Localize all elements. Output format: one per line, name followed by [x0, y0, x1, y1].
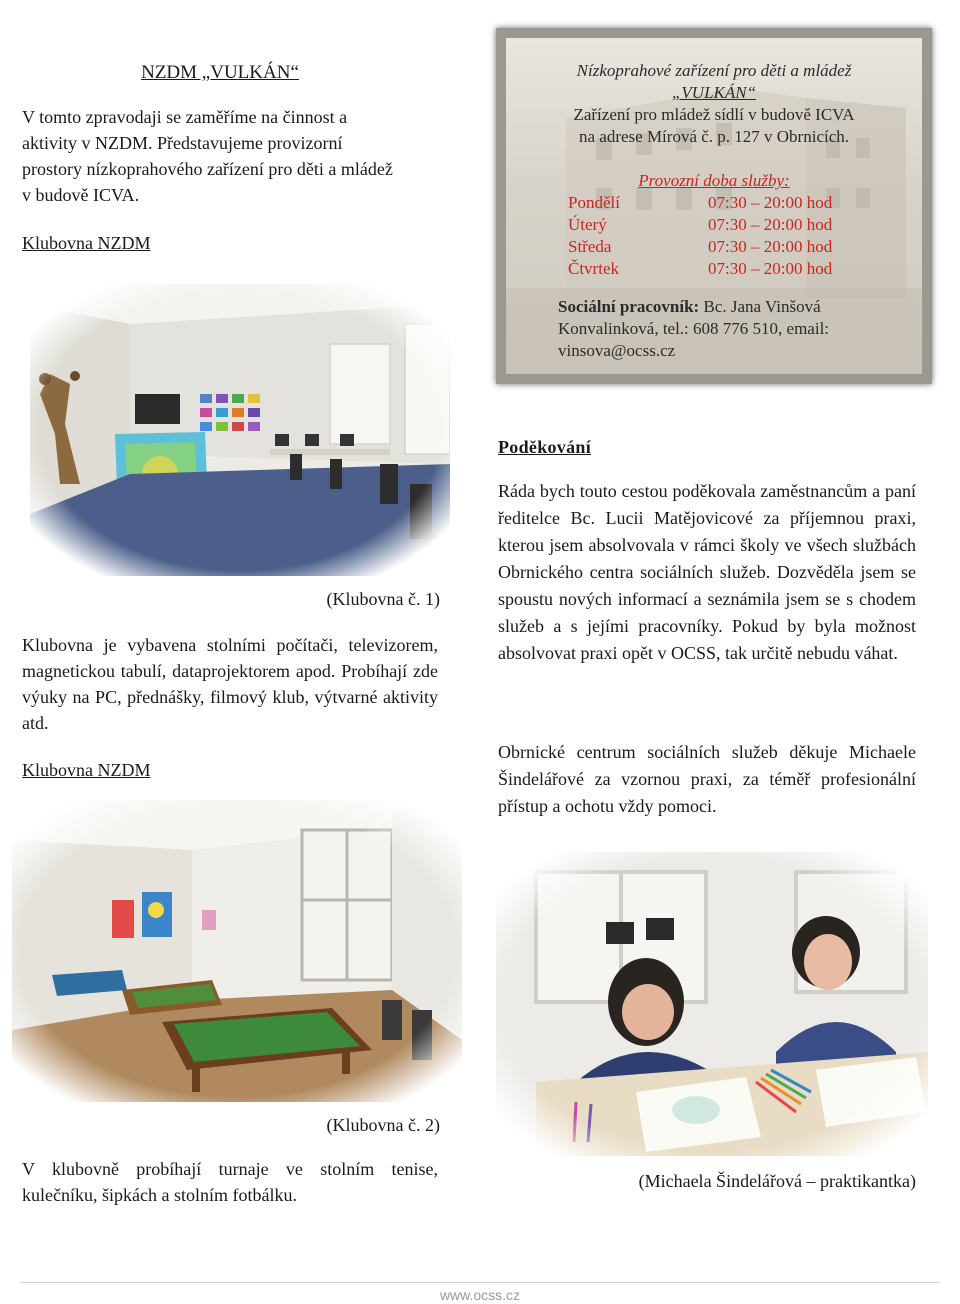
info-line-1: Nízkoprahové zařízení pro děti a mládež — [576, 61, 852, 80]
info-line-4: na adrese Mírová č. p. 127 v Obrnicích. — [578, 127, 850, 146]
thanks-paragraph: Ráda bych touto cestou poděkovala zaměstnancům a paní ředitelce Bc. Lucii Matějovicové za příjemnou praxi, kterou jsem absolvovala v rámci školy ve všech službách Obrnického centra sociálních služeb. Dozvěděla jsem se spoustu nových informací a seznámila jsem se s chodem služeb a s jejími pracovníky. Pokud by byla možnost absolvovat praxi opět v OCSS, tak určitě nebudu váhat. — [498, 481, 916, 663]
hours-day-0: Pondělí — [568, 193, 620, 212]
info-line-3: Zařízení pro mládež sídlí v budově ICVA — [573, 105, 855, 124]
worker-email-link[interactable]: vinsova@ocss.cz — [558, 341, 676, 360]
section-heading-klubovna-1: Klubovna NZDM — [22, 233, 151, 253]
worker-label: Sociální pracovník: — [558, 297, 700, 316]
klubovna-1-photo — [30, 284, 450, 576]
klubovna-1-description: Klubovna je vybavena stolními počítači, televizorem, magnetickou tabulí, dataprojektorem apod. Probíhají zde výuky na PC, přednášky, filmový klub, výtvarné aktivity atd. — [22, 635, 438, 733]
thanks-reply-paragraph: Obrnické centrum sociálních služeb děkuje Michaele Šindelářové za vzornou praxi, za téměř profesionální přístup a ochotu vždy pomoci. — [498, 742, 916, 816]
footer-divider — [20, 1282, 940, 1283]
hours-time-1: 07:30 – 20:00 hod — [708, 215, 833, 234]
worker-line — [558, 296, 918, 318]
caption-klubovna-1: (Klubovna č. 1) — [326, 589, 440, 609]
worker-contact: Konvalinková, tel.: 608 776 510, email: — [558, 319, 830, 338]
hours-day-1: Úterý — [568, 215, 607, 234]
footer-url[interactable]: www.ocss.cz — [439, 1287, 521, 1303]
worker-name: Bc. Jana Vinšová — [703, 297, 821, 316]
caption-klubovna-2: (Klubovna č. 2) — [326, 1115, 440, 1135]
hours-time-2: 07:30 – 20:00 hod — [708, 237, 833, 256]
klubovna-2-photo — [12, 800, 462, 1102]
hours-day-3: Čtvrtek — [568, 259, 619, 278]
hours-title: Provozní doba služby: — [638, 171, 790, 190]
section-heading-klubovna-2: Klubovna NZDM — [22, 760, 151, 780]
info-line-2: „VULKÁN“ — [671, 83, 757, 102]
intro-text: V tomto zpravodaji se zaměříme na činnost a aktivity v NZDM. Představujeme provizorní prostory nízkoprahového zařízení pro děti a mládež v budově ICVA. — [22, 107, 393, 205]
section-heading-podekovani: Poděkování — [498, 437, 592, 457]
hours-day-2: Středa — [568, 237, 612, 256]
praktikantka-photo — [496, 852, 928, 1156]
hours-time-3: 07:30 – 20:00 hod — [708, 259, 833, 278]
caption-praktikantka: (Michaela Šindelářová – praktikantka) — [638, 1171, 916, 1191]
info-box — [496, 28, 932, 384]
klubovna-2-description: V klubovně probíhají turnaje ve stolním tenise, kulečníku, šipkách a stolním fotbálku. — [22, 1159, 438, 1205]
page-title: NZDM „VULKÁN“ — [141, 62, 299, 83]
hours-time-0: 07:30 – 20:00 hod — [708, 193, 833, 212]
